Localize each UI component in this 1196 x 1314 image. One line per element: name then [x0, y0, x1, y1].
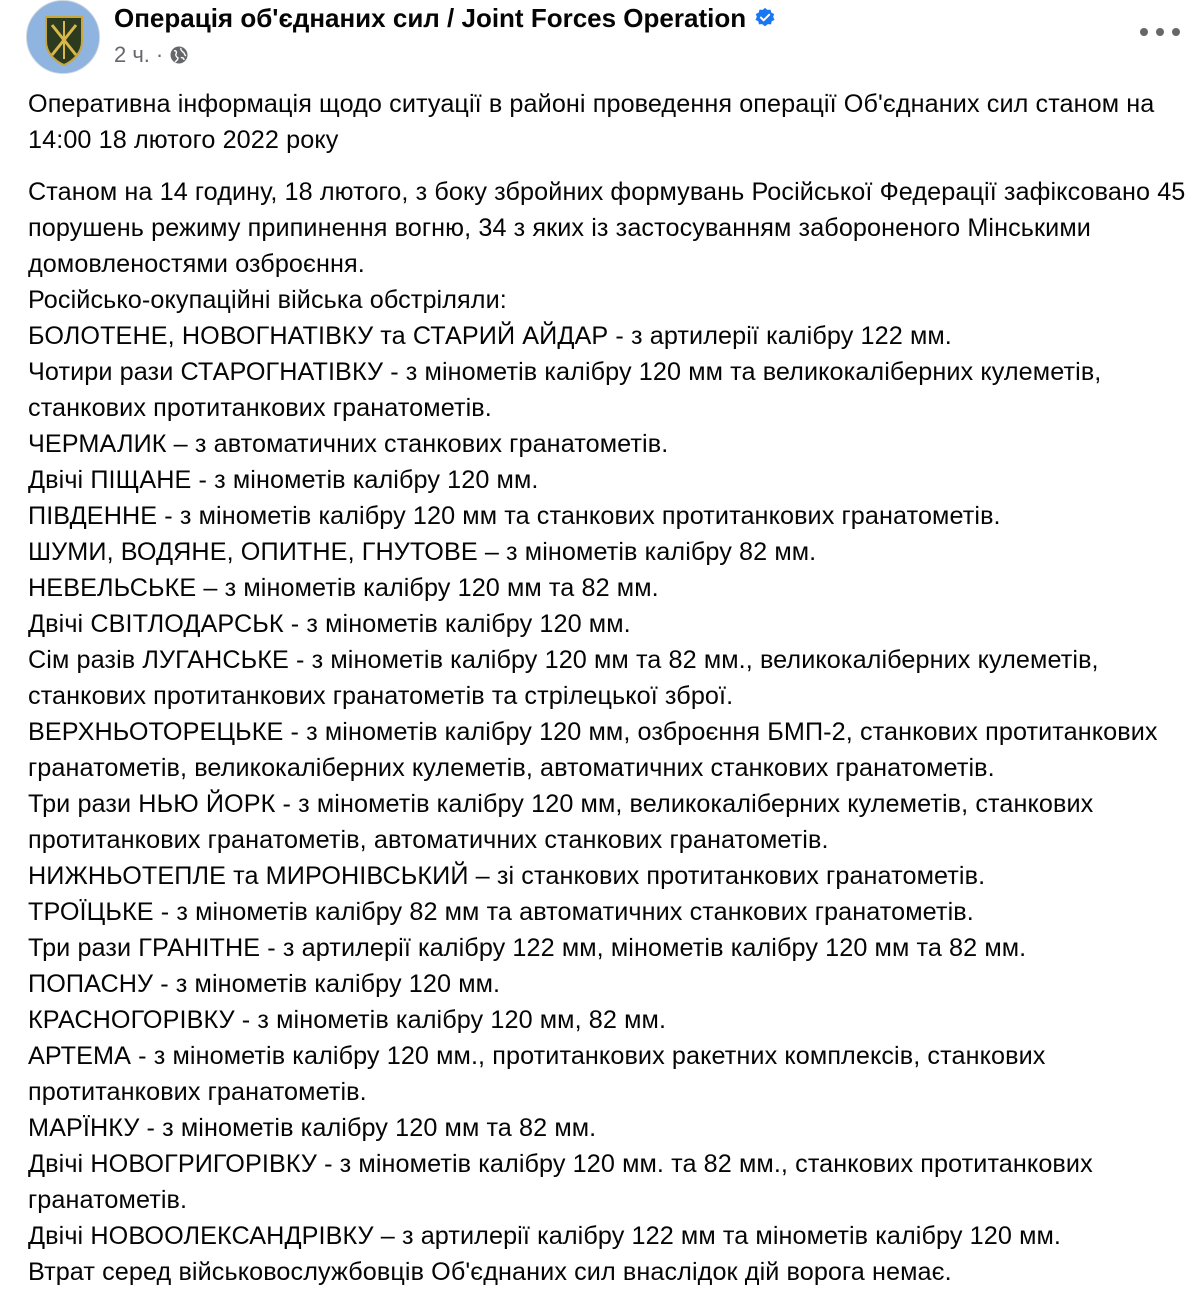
post-line: НЕВЕЛЬСЬКЕ – з мінометів калібру 120 мм та 82 мм. — [28, 574, 659, 602]
post-line: Втрат серед військовослужбовців Об'єднаних сил внаслідок дій ворога немає. — [28, 1258, 952, 1286]
post-meta — [114, 40, 189, 70]
post-line: АРТЕМА - з мінометів калібру 120 мм., протитанкових ракетних комплексів, станкових протитанкових гранатометів. — [28, 1042, 1046, 1106]
jfo-emblem-icon — [27, 1, 100, 74]
post-line: Двічі НОВООЛЕКСАНДРІВКУ – з артилерії калібру 122 мм та мінометів калібру 120 мм. — [28, 1222, 1062, 1250]
post-timestamp[interactable]: 2 ч. — [114, 42, 150, 67]
post-line: ЧЕРМАЛИК – з автоматичних станкових гранатометів. — [28, 430, 669, 458]
page-name-link[interactable] — [114, 1, 776, 35]
post-line: Російсько-окупаційні війська обстріляли: — [28, 286, 507, 314]
post-line: МАРЇНКУ - з мінометів калібру 120 мм та 82 мм. — [28, 1114, 597, 1142]
post-line: ВЕРХНЬОТОРЕЦЬКЕ - з мінометів калібру 120 мм, озброєння БМП-2, станкових протитанкових гранатометів, великокаліберних кулеметів, автоматичних станкових гранатометів. — [28, 718, 1158, 782]
page-avatar[interactable] — [26, 0, 100, 74]
post-line: НИЖНЬОТЕПЛЕ та МИРОНІВСЬКИЙ – зі станкових протитанкових гранатометів. — [28, 862, 986, 890]
post-line: Двічі ПІЩАНЕ - з мінометів калібру 120 мм. — [28, 466, 539, 494]
more-dot-icon — [1172, 28, 1180, 36]
post-line: Сім разів ЛУГАНСЬКЕ - з мінометів калібру 120 мм та 82 мм., великокаліберних кулеметів, станкових протитанкових гранатометів та стрілецької зброї. — [28, 646, 1099, 710]
post-line: Двічі СВІТЛОДАРСЬК - з мінометів калібру 120 мм. — [28, 610, 631, 638]
page-name-text[interactable]: Операція об'єднаних сил / Joint Forces Operation — [114, 3, 747, 33]
post-line: Три рази ГРАНІТНЕ - з артилерії калібру 122 мм, мінометів калібру 120 мм та 82 мм. — [28, 934, 1027, 962]
post-line: БОЛОТЕНЕ, НОВОГНАТІВКУ та СТАРИЙ АЙДАР - з артилерії калібру 122 мм. — [28, 322, 952, 350]
meta-separator: · — [155, 42, 164, 67]
post-line: КРАСНОГОРІВКУ - з мінометів калібру 120 мм, 82 мм. — [28, 1006, 667, 1034]
post-line: Двічі НОВОГРИГОРІВКУ - з мінометів калібру 120 мм. та 82 мм., станкових протитанкових гранатометів. — [28, 1150, 1093, 1214]
post-line: ТРОЇЦЬКЕ - з мінометів калібру 82 мм та автоматичних станкових гранатометів. — [28, 898, 974, 926]
post-body — [28, 86, 1188, 1290]
post-line: ШУМИ, ВОДЯНЕ, ОПИТНЕ, ГНУТОВЕ – з мінометів калібру 82 мм. — [28, 538, 817, 566]
post-line: ПОПАСНУ - з мінометів калібру 120 мм. — [28, 970, 501, 998]
post-line: ПІВДЕННЕ - з мінометів калібру 120 мм та станкових протитанкових гранатометів. — [28, 502, 1001, 530]
post-line: Три рази НЬЮ ЙОРК - з мінометів калібру 120 мм, великокаліберних кулеметів, станкових протитанкових гранатометів, автоматичних станкових гранатометів. — [28, 790, 1094, 854]
more-dot-icon — [1140, 28, 1148, 36]
globe-icon[interactable] — [169, 45, 189, 65]
post-line: Станом на 14 годину, 18 лютого, з боку збройних формувань Російської Федерації зафіксовано 45 порушень режиму припинення вогню, 34 з яких із застосуванням забороненого Мінськими домовленостями озброєння. — [28, 178, 1186, 278]
more-options-button[interactable] — [1140, 22, 1180, 42]
post-headline: Оперативна інформація щодо ситуації в районі проведення операції Об'єднаних сил станом на 14:00 18 лютого 2022 року — [28, 90, 1155, 154]
post-line: Чотири рази СТАРОГНАТІВКУ - з мінометів калібру 120 мм та великокаліберних кулеметів, станкових протитанкових гранатометів. — [28, 358, 1102, 422]
more-dot-icon — [1156, 28, 1164, 36]
verified-badge-icon — [754, 7, 776, 29]
